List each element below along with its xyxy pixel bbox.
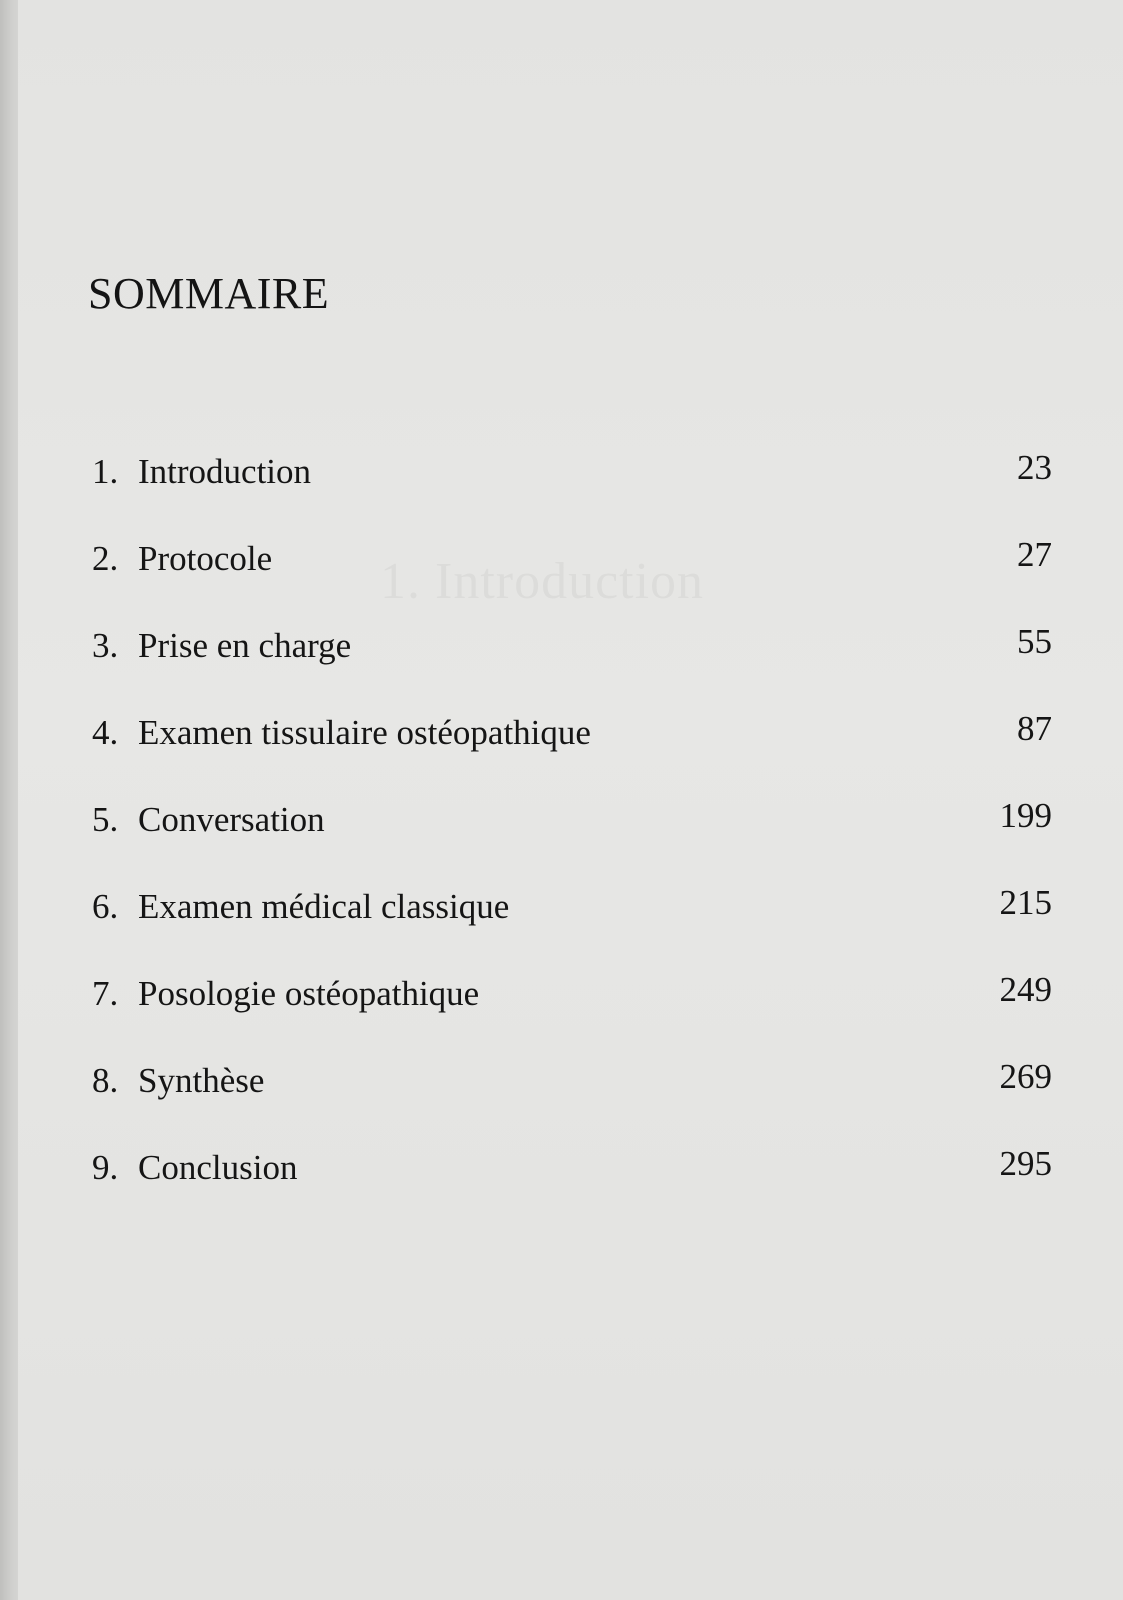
toc-entry-prise-en-charge	[92, 622, 1052, 713]
toc-entry-label	[92, 713, 591, 753]
toc-entry-label	[92, 800, 325, 840]
toc-entry-page: 295	[999, 1144, 1052, 1183]
toc-entry-label	[92, 1061, 264, 1101]
toc-entry-page: 269	[999, 1057, 1052, 1096]
toc-entry-protocole	[92, 535, 1052, 626]
toc-entry-title: Conversation	[138, 800, 325, 839]
toc-entry-number: 5.	[92, 800, 119, 839]
toc-entry-number: 4.	[92, 713, 119, 752]
toc-entry-title: Examen médical classique	[138, 887, 510, 926]
toc-entry-title: Examen tissulaire ostéopathique	[138, 713, 591, 752]
toc-entry-conversation	[92, 796, 1052, 887]
toc-entry-introduction	[92, 448, 1052, 539]
toc-entry-page: 27	[1017, 535, 1052, 574]
toc-entry-number: 2.	[92, 539, 119, 578]
toc-entry-title: Introduction	[138, 452, 312, 491]
toc-entry-label	[92, 539, 272, 579]
toc-entry-page: 199	[999, 796, 1052, 835]
toc-entry-label	[92, 452, 311, 492]
toc-entry-page: 249	[999, 970, 1052, 1009]
toc-entry-number: 8.	[92, 1061, 119, 1100]
toc-entry-conclusion	[92, 1144, 1052, 1235]
page-title: SOMMAIRE	[88, 269, 330, 318]
toc-entry-title: Protocole	[138, 539, 273, 578]
toc-entry-page: 215	[999, 883, 1052, 922]
toc-entry-title: Synthèse	[138, 1061, 265, 1100]
toc-entry-examen-medical	[92, 883, 1052, 974]
toc-entry-label	[92, 887, 509, 927]
toc-entry-number: 6.	[92, 887, 119, 926]
toc-entry-posologie	[92, 970, 1052, 1061]
toc-entry-synthese	[92, 1057, 1052, 1148]
toc-entry-title: Conclusion	[138, 1148, 298, 1187]
book-page	[18, 0, 1123, 1600]
toc-entry-number: 3.	[92, 626, 119, 665]
toc-entry-page: 23	[1017, 448, 1052, 487]
toc-entry-label	[92, 1148, 297, 1188]
toc-entry-label	[92, 974, 479, 1014]
toc-entry-title: Prise en charge	[138, 626, 352, 665]
toc-entry-page: 55	[1017, 622, 1052, 661]
toc-entry-page: 87	[1017, 709, 1052, 748]
toc-entry-number: 7.	[92, 974, 119, 1013]
table-of-contents	[92, 448, 1052, 1235]
toc-entry-examen-tissulaire	[92, 709, 1052, 800]
toc-entry-title: Posologie ostéopathique	[138, 974, 480, 1013]
toc-entry-label	[92, 626, 351, 666]
toc-entry-number: 9.	[92, 1148, 119, 1187]
toc-entry-number: 1.	[92, 452, 119, 491]
